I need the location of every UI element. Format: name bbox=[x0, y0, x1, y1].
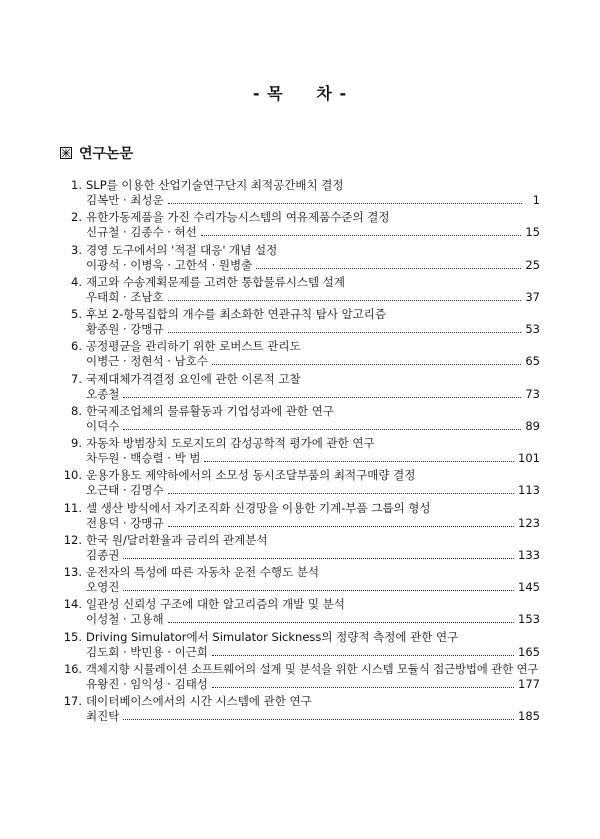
entry-author-row bbox=[60, 451, 540, 466]
entry-number: 5. bbox=[71, 307, 82, 321]
entry-author-row bbox=[60, 677, 540, 692]
entry-title-row bbox=[60, 468, 540, 483]
entry-author-row bbox=[60, 709, 540, 724]
entry-authors: 전용덕 · 강맹규 bbox=[86, 515, 164, 530]
entry-title: 객체지향 시뮬레이션 소프트웨어의 설계 및 분석을 위한 시스템 모듈식 접근방법에 관한 연구 bbox=[86, 662, 539, 676]
entry-author-row bbox=[60, 225, 540, 240]
toc-entry[interactable] bbox=[60, 501, 540, 533]
toc-entry[interactable] bbox=[60, 404, 540, 436]
entry-title-row bbox=[60, 694, 540, 709]
entry-number: 10. bbox=[63, 468, 82, 483]
entry-title-row bbox=[60, 597, 540, 612]
entry-title: 한국 원/달러환율과 금리의 관계분석 bbox=[86, 532, 268, 547]
toc-entry[interactable] bbox=[60, 468, 540, 500]
toc-entry[interactable] bbox=[60, 694, 540, 726]
entry-author-row bbox=[60, 645, 540, 660]
entry-title: 셀 생산 방식에서 자기조직화 신경망을 이용한 기계-부품 그룹의 형성 bbox=[86, 500, 431, 515]
entry-page-number: 185 bbox=[518, 709, 540, 723]
entry-title: 자동차 방범장치 도로지도의 감성공학적 평가에 관한 연구 bbox=[86, 436, 375, 450]
dot-leader bbox=[168, 203, 522, 204]
toc-entry[interactable] bbox=[60, 597, 540, 629]
entry-authors: 차두원 · 백승렬 · 박 범 bbox=[86, 451, 201, 465]
entry-author-row bbox=[60, 387, 540, 402]
entry-page-number: 37 bbox=[525, 289, 540, 304]
entry-title: 재고와 수송계획문제를 고려한 통합물류시스템 설계 bbox=[86, 274, 346, 289]
entry-page-number: 73 bbox=[525, 386, 540, 401]
entry-page-number: 53 bbox=[525, 322, 540, 336]
toc-entry[interactable] bbox=[60, 565, 540, 597]
dot-leader bbox=[123, 397, 521, 398]
toc-entry[interactable] bbox=[60, 372, 540, 404]
entry-number: 8. bbox=[71, 403, 82, 418]
dot-leader bbox=[256, 268, 521, 269]
toc-entry[interactable] bbox=[60, 533, 540, 565]
entry-title: 일관성 신뢰성 구조에 대한 알고리즘의 개발 및 분석 bbox=[86, 597, 345, 612]
entry-authors: 유왕진 · 임익성 · 김태성 bbox=[86, 676, 208, 691]
entry-authors: 김종권 bbox=[86, 547, 120, 562]
page-title: - 목 차 - bbox=[252, 84, 348, 103]
dot-leader bbox=[212, 364, 521, 365]
toc-entry[interactable] bbox=[60, 436, 540, 468]
entry-authors: 이덕수 bbox=[86, 418, 120, 433]
entry-page-number: 25 bbox=[525, 257, 540, 272]
entry-authors: 최진탁 bbox=[86, 709, 120, 723]
entry-author-row bbox=[60, 258, 540, 273]
toc-entry[interactable] bbox=[60, 243, 540, 275]
entry-page-number: 15 bbox=[525, 225, 540, 240]
entry-authors: 오근태 · 김명수 bbox=[86, 483, 164, 498]
entry-title-row bbox=[60, 210, 540, 225]
entry-number: 16. bbox=[64, 662, 82, 676]
entry-title: 데이터베이스에서의 시간 시스템에 관한 연구 bbox=[86, 694, 312, 708]
toc-entry[interactable] bbox=[60, 630, 540, 662]
entry-number: 4. bbox=[71, 274, 82, 289]
entry-title: 유한가동제품을 가진 수리가능시스템의 여유제품수준의 결정 bbox=[86, 210, 390, 225]
entry-authors: 오종철 bbox=[86, 386, 120, 401]
dot-leader bbox=[123, 590, 514, 591]
entry-number: 11. bbox=[63, 500, 82, 515]
entry-number: 1. bbox=[71, 178, 82, 192]
entry-title-row bbox=[60, 533, 540, 548]
entry-page-number: 123 bbox=[518, 515, 540, 530]
entry-title-row bbox=[60, 178, 540, 193]
entry-page-number: 177 bbox=[518, 676, 540, 691]
entry-author-row bbox=[60, 290, 540, 305]
entry-number: 7. bbox=[71, 371, 82, 386]
entry-title: 운전자의 특성에 따른 자동차 운전 수행도 분석 bbox=[86, 565, 320, 579]
entry-authors: 이광석 · 이병욱 · 고한석 · 원병출 bbox=[86, 257, 253, 272]
entry-page-number: 133 bbox=[518, 547, 540, 562]
toc-entry[interactable] bbox=[60, 662, 540, 694]
entry-author-row bbox=[60, 516, 540, 531]
entry-authors: 김도회 · 박민용 · 이근희 bbox=[86, 644, 208, 659]
entry-page-number: 1 bbox=[532, 193, 540, 207]
entry-title: 후보 2-항목집합의 개수를 최소화한 연관규칙 탐사 알고리즘 bbox=[86, 307, 387, 321]
entry-title: 운용가용도 제약하에서의 소모성 동시조달부품의 최적구매량 결정 bbox=[86, 468, 416, 483]
dot-leader bbox=[123, 719, 514, 720]
dot-leader bbox=[212, 687, 514, 688]
toc-entry[interactable] bbox=[60, 210, 540, 242]
toc-entry[interactable] bbox=[60, 178, 540, 210]
dot-leader bbox=[201, 235, 522, 236]
entry-author-row bbox=[60, 580, 540, 595]
entry-number: 2. bbox=[71, 210, 82, 225]
entry-title-row bbox=[60, 307, 540, 322]
entry-authors: 황종원 · 강맹규 bbox=[86, 322, 164, 336]
toc-entry[interactable] bbox=[60, 307, 540, 339]
entry-author-row bbox=[60, 193, 540, 208]
entry-title-row bbox=[60, 436, 540, 451]
entry-title-row bbox=[60, 662, 540, 677]
entry-title-row bbox=[60, 243, 540, 258]
entry-number: 17. bbox=[63, 694, 82, 708]
entry-number: 12. bbox=[63, 532, 82, 547]
dot-leader bbox=[168, 493, 514, 494]
dot-leader bbox=[168, 526, 514, 527]
dot-leader bbox=[168, 300, 522, 301]
entry-page-number: 65 bbox=[525, 354, 540, 369]
entry-number: 6. bbox=[71, 339, 82, 354]
entry-number: 14. bbox=[63, 597, 82, 612]
entry-title-row bbox=[60, 501, 540, 516]
entry-page-number: 165 bbox=[518, 644, 540, 659]
entry-authors: 김복만 · 최성운 bbox=[86, 193, 164, 207]
entry-author-row bbox=[60, 322, 540, 337]
entry-authors: 오영진 bbox=[86, 580, 120, 594]
section-title: 연구논문 bbox=[79, 146, 134, 162]
entry-title: 경영 도구에서의 '적절 대응' 개념 설정 bbox=[86, 242, 278, 257]
entry-number: 3. bbox=[71, 242, 82, 257]
entry-title-row bbox=[60, 630, 540, 645]
section-header bbox=[60, 143, 133, 163]
table-of-contents bbox=[60, 178, 540, 726]
entry-authors: 신규철 · 김종수 · 허선 bbox=[86, 225, 197, 240]
entry-author-row bbox=[60, 483, 540, 498]
checkbox-pattern-icon bbox=[60, 147, 72, 159]
entry-title: Driving Simulator에서 Simulator Sickness의 정량적 측정에 관한 연구 bbox=[86, 629, 459, 644]
entry-title-row bbox=[60, 275, 540, 290]
entry-title-row bbox=[60, 339, 540, 354]
entry-author-row bbox=[60, 612, 540, 627]
entry-page-number: 101 bbox=[518, 451, 540, 465]
entry-authors: 이병근 · 정현석 · 남호수 bbox=[86, 354, 208, 369]
dot-leader bbox=[204, 461, 514, 462]
dot-leader bbox=[123, 558, 514, 559]
entry-title: 한국제조업체의 물류활동과 기업성과에 관한 연구 bbox=[86, 403, 334, 418]
dot-leader bbox=[168, 622, 514, 623]
entry-page-number: 153 bbox=[518, 612, 540, 627]
entry-number: 15. bbox=[63, 629, 82, 644]
entry-title: SLP를 이용한 산업기술연구단지 최적공간배치 결정 bbox=[86, 178, 344, 192]
entry-authors: 이성철 · 고용해 bbox=[86, 612, 164, 627]
entry-page-number: 145 bbox=[518, 580, 540, 594]
entry-title: 국제대체가격결정 요인에 관한 이론적 고찰 bbox=[86, 371, 301, 386]
entry-authors: 우태희 · 조남호 bbox=[86, 289, 164, 304]
toc-entry[interactable] bbox=[60, 339, 540, 371]
dot-leader bbox=[168, 332, 522, 333]
entry-title-row bbox=[60, 404, 540, 419]
entry-page-number: 113 bbox=[518, 483, 540, 498]
dot-leader bbox=[212, 655, 514, 656]
entry-number: 13. bbox=[63, 565, 82, 579]
entry-number: 9. bbox=[71, 436, 82, 450]
entry-title-row bbox=[60, 565, 540, 580]
entry-title-row bbox=[60, 372, 540, 387]
entry-title: 공정평균을 관리하기 위한 로버스트 관리도 bbox=[86, 339, 301, 354]
dot-leader bbox=[123, 429, 521, 430]
entry-page-number: 89 bbox=[525, 418, 540, 433]
entry-author-row bbox=[60, 354, 540, 369]
entry-author-row bbox=[60, 548, 540, 563]
entry-author-row bbox=[60, 419, 540, 434]
toc-entry[interactable] bbox=[60, 275, 540, 307]
